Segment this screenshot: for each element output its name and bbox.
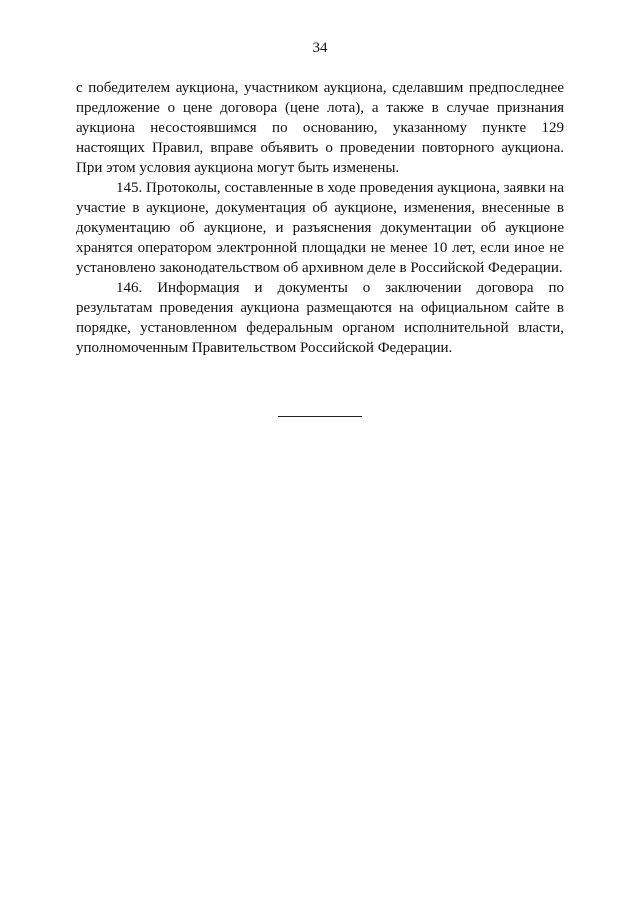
- document-body: [76, 78, 564, 358]
- paragraph-146: 146. Информация и документы о заключении договора по результатам проведения аукциона размещаются на официальном сайте в порядке, установленном федеральным органом исполнительной власти, уполномоченным Правительством Российской Федерации.: [76, 280, 564, 356]
- page-number: 34: [312, 40, 328, 56]
- end-of-text-rule: [278, 416, 362, 417]
- paragraph-continuation: с победителем аукциона, участником аукциона, сделавшим предпоследнее предложение о цене договора (цене лота), а также в случае признания аукциона несостоявшимся по основанию, указанному пункте 129 настоящих Правил, вправе объявить о проведении повторного аукциона. При этом условия аукциона могут быть изменены.: [76, 80, 564, 176]
- paragraph-145: 145. Протоколы, составленные в ходе проведения аукциона, заявки на участие в аукционе, документация об аукционе, изменения, внесенные в документацию об аукционе, и разъяснения документации об аукционе хранятся оператором электронной площадки не менее 10 лет, если иное не установлено законодательством об архивном деле в Российской Федерации.: [76, 180, 564, 276]
